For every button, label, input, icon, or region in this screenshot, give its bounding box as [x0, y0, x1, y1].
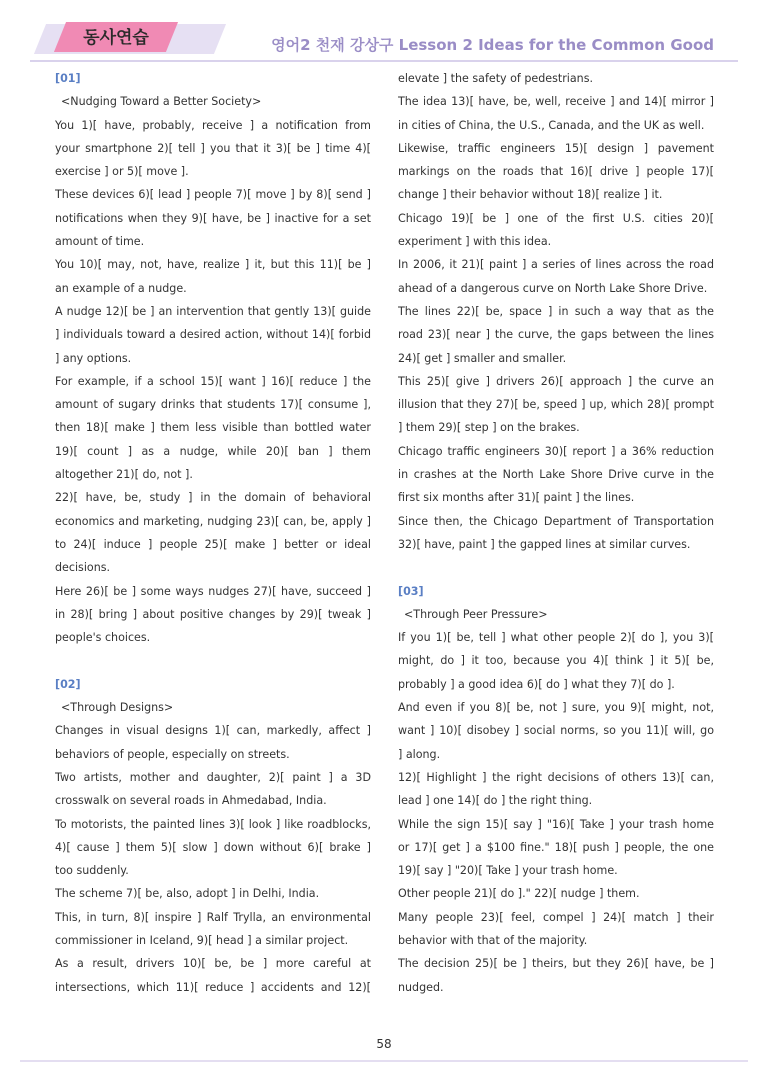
text-line: probably ] a good idea 6)[ do ] what they 7)[ do ]. [398, 677, 675, 691]
text-line: markings on the roads that 16)[ drive ] people 17)[ [398, 165, 714, 179]
text-line: You 10)[ may, not, have, realize ] it, but this 11)[ be ] [55, 258, 371, 272]
text-line: exercise ] or 5)[ move ]. [55, 165, 189, 179]
text-line: people's choices. [55, 631, 151, 645]
text-line: lead ] one 14)[ do ] the right thing. [398, 794, 593, 808]
page-header [0, 0, 768, 66]
text-line: The decision 25)[ be ] theirs, but they 26)[ have, be ] [398, 957, 714, 971]
text-line: behavior with that of the majority. [398, 933, 588, 947]
text-line: ] individuals toward a desired action, without 14)[ forbid [55, 328, 371, 342]
text-line: or 17)[ get ] a $100 fine." 18)[ push ] people, the one [398, 840, 714, 854]
text-line: want ] 10)[ disobey ] social norms, so you 11)[ will, go [398, 724, 714, 738]
text-line: This 25)[ give ] drivers 26)[ approach ] the curve an [398, 374, 714, 388]
section-subtitle: <Through Peer Pressure> [404, 607, 548, 621]
text-line: Chicago traffic engineers 30)[ report ] a 36% reduction [398, 444, 714, 458]
text-line: 12)[ Highlight ] the right decisions of others 13)[ can, [398, 770, 714, 784]
text-line: These devices 6)[ lead ] people 7)[ move ] by 8)[ send ] [55, 188, 371, 202]
section-subtitle: <Nudging Toward a Better Society> [61, 95, 262, 109]
text-line: intersections, which 11)[ reduce ] accidents and 12)[ [55, 980, 371, 994]
section-heading: [01] [55, 72, 81, 85]
text-line: 19)[ say ] "20)[ Take ] your trash home. [398, 864, 618, 878]
text-line: 22)[ have, be, study ] in the domain of behavioral [55, 491, 371, 505]
text-line: your smartphone 2)[ tell ] you that it 3)[ be ] time 4)[ [55, 141, 371, 155]
text-line: crosswalk on several roads in Ahmedabad, India. [55, 794, 327, 808]
text-line: ahead of a dangerous curve on North Lake Shore Drive. [398, 281, 708, 295]
text-line: commissioner in Iceland, 9)[ head ] a similar project. [55, 933, 349, 947]
text-line: first six months after 31)[ paint ] the lines. [398, 491, 635, 505]
text-line: nudged. [398, 980, 444, 994]
footer-divider [20, 1060, 748, 1062]
text-line: road 23)[ near ] the curve, the gaps between the lines [398, 328, 714, 342]
text-line: in crashes at the North Lake Shore Drive curve in the [398, 468, 714, 482]
text-line: 24)[ get ] smaller and smaller. [398, 351, 567, 365]
left-column [55, 67, 371, 999]
section-subtitle: <Through Designs> [61, 701, 174, 715]
text-line: Many people 23)[ feel, compel ] 24)[ match ] their [398, 910, 714, 924]
text-line: This, in turn, 8)[ inspire ] Ralf Trylla, an environmental [55, 910, 371, 924]
text-line: decisions. [55, 561, 111, 575]
header-title: 영어2 천재 강상구 Lesson 2 Ideas for the Common Good [271, 36, 714, 54]
text-line: amount of sugary drinks that students 17)[ consume ], [55, 398, 371, 412]
text-line [398, 556, 714, 579]
text-line: illusion that they 27)[ be, speed ] up, which 28)[ prompt [398, 398, 714, 412]
page-number: 58 [376, 1037, 392, 1051]
text-line: ] along. [398, 747, 441, 761]
text-line: Likewise, traffic engineers 15)[ design ] pavement [398, 141, 714, 155]
text-line: in cities of China, the U.S., Canada, and the UK as well. [398, 118, 705, 132]
right-column [398, 67, 714, 999]
text-line: A nudge 12)[ be ] an intervention that gently 13)[ guide [55, 304, 371, 318]
text-line: ] them 29)[ step ] on the brakes. [398, 421, 580, 435]
text-line: 32)[ have, paint ] the gapped lines at similar curves. [398, 537, 691, 551]
text-line: To motorists, the painted lines 3)[ look ] like roadblocks, [55, 817, 371, 831]
text-line: Changes in visual designs 1)[ can, markedly, affect ] [55, 724, 371, 738]
text-line: might, do ] it too, because you 4)[ think ] it 5)[ be, [398, 654, 714, 668]
text-line: in 28)[ bring ] about positive changes by 29)[ tweak ] [55, 607, 371, 621]
section-heading: [02] [55, 677, 81, 691]
text-line: In 2006, it 21)[ paint ] a series of lines across the road [398, 258, 714, 272]
text-line: While the sign 15)[ say ] "16)[ Take ] your trash home [398, 817, 714, 831]
text-line: elevate ] the safety of pedestrians. [398, 72, 593, 85]
text-line: to 24)[ induce ] people 25)[ make ] better or ideal [55, 537, 371, 551]
text-line: If you 1)[ be, tell ] what other people 2)[ do ], you 3)[ [398, 631, 714, 645]
text-line: 19)[ count ] as a nudge, while 20)[ ban ] them [55, 444, 371, 458]
text-line: change ] their behavior without 18)[ realize ] it. [398, 188, 663, 202]
text-line: too suddenly. [55, 864, 129, 878]
text-line: an example of a nudge. [55, 281, 187, 295]
text-line: Two artists, mother and daughter, 2)[ paint ] a 3D [55, 770, 371, 784]
text-line: ] any options. [55, 351, 132, 365]
header-divider [30, 60, 738, 62]
text-line: Chicago 19)[ be ] one of the first U.S. cities 20)[ [398, 211, 714, 225]
text-line: behaviors of people, especially on streets. [55, 747, 290, 761]
text-line: notifications when they 9)[ have, be ] inactive for a set [55, 211, 371, 225]
text-line: economics and marketing, nudging 23)[ can, be, apply ] [55, 514, 371, 528]
text-line: As a result, drivers 10)[ be, be ] more careful at [55, 957, 371, 971]
text-line: For example, if a school 15)[ want ] 16)[ reduce ] the [55, 374, 371, 388]
section-heading: [03] [398, 584, 424, 598]
text-line: amount of time. [55, 235, 145, 249]
text-line: And even if you 8)[ be, not ] sure, you 9)[ might, not, [398, 701, 714, 715]
text-line: Other people 21)[ do ]." 22)[ nudge ] them. [398, 887, 640, 901]
text-line: The lines 22)[ be, space ] in such a way that as the [398, 304, 714, 318]
text-line: Since then, the Chicago Department of Transportation [398, 514, 714, 528]
text-line: Here 26)[ be ] some ways nudges 27)[ have, succeed ] [55, 584, 371, 598]
text-line: You 1)[ have, probably, receive ] a notification from [55, 118, 371, 132]
text-line: experiment ] with this idea. [398, 235, 552, 249]
text-line: altogether 21)[ do, not ]. [55, 468, 193, 482]
text-line [55, 649, 371, 672]
text-line: 4)[ cause ] them 5)[ slow ] down without 6)[ brake ] [55, 840, 371, 854]
text-line: then 18)[ make ] them less visible than bottled water [55, 421, 371, 435]
text-line: The scheme 7)[ be, also, adopt ] in Delhi, India. [55, 887, 320, 901]
header-tab-label: 동사연습 [83, 28, 149, 48]
text-line: The idea 13)[ have, be, well, receive ] and 14)[ mirror ] [398, 95, 714, 109]
